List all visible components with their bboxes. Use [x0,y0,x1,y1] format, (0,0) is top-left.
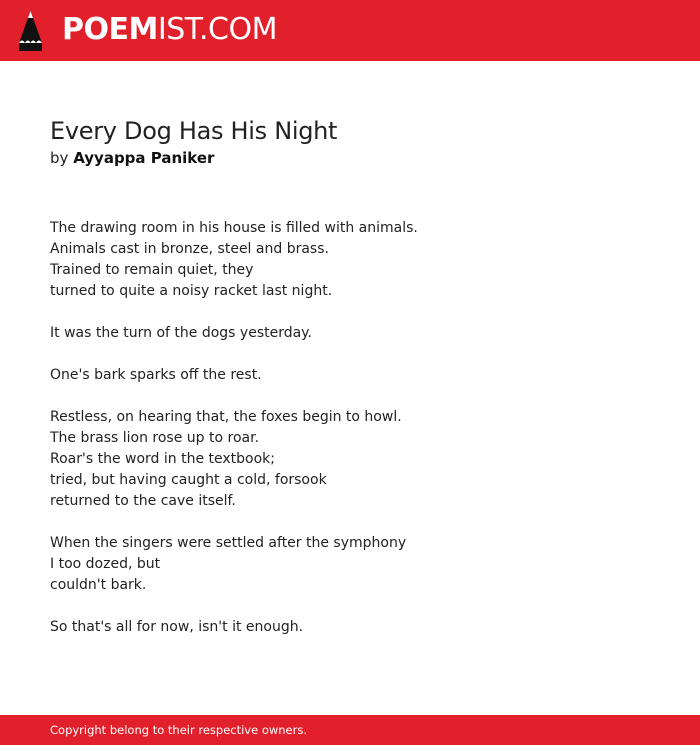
site-footer [0,715,700,745]
poem-article [50,116,650,659]
poem-line: So that's all for now, isn't it enough. [50,619,304,635]
poem-stanza [50,533,650,596]
author-name: Ayyappa Paniker [73,149,215,167]
poem-line: returned to the cave itself. [50,493,236,509]
poem-line: Trained to remain quiet, they [50,262,254,278]
poem-body [50,218,650,638]
poem-line: turned to quite a noisy racket last night. [50,283,333,299]
poem-stanza [50,617,650,638]
poem-title: Every Dog Has His Night [50,117,338,145]
poem-line: The brass lion rose up to roar. [50,430,260,446]
poem-stanza [50,407,650,512]
poem-stanza [50,218,650,302]
poem-line: Restless, on hearing that, the foxes begin to howl. [50,409,402,425]
poem-line: The drawing room in his house is filled with animals. [50,220,418,236]
pencil-logo-icon[interactable] [18,11,43,51]
poem-line: couldn't bark. [50,577,147,593]
byline-prefix: by [50,149,69,167]
site-header [0,0,700,61]
poem-line: One's bark sparks off the rest. [50,367,262,383]
poem-line: When the singers were settled after the symphony [50,535,407,551]
byline [50,146,650,170]
site-logo-link[interactable] [62,12,277,48]
poem-line: Roar's the word in the textbook; [50,451,275,467]
poem-stanza [50,323,650,344]
poem-stanza [50,365,650,386]
poem-line: tried, but having caught a cold, forsook [50,472,327,488]
poem-line: I too dozed, but [50,556,161,572]
poem-line: It was the turn of the dogs yesterday. [50,325,312,341]
logo-text-bold: POEM [62,12,158,47]
copyright-text: Copyright belong to their respective owners. [50,723,308,737]
logo-text-light: IST.COM [157,12,277,47]
poem-line: Animals cast in bronze, steel and brass. [50,241,329,257]
